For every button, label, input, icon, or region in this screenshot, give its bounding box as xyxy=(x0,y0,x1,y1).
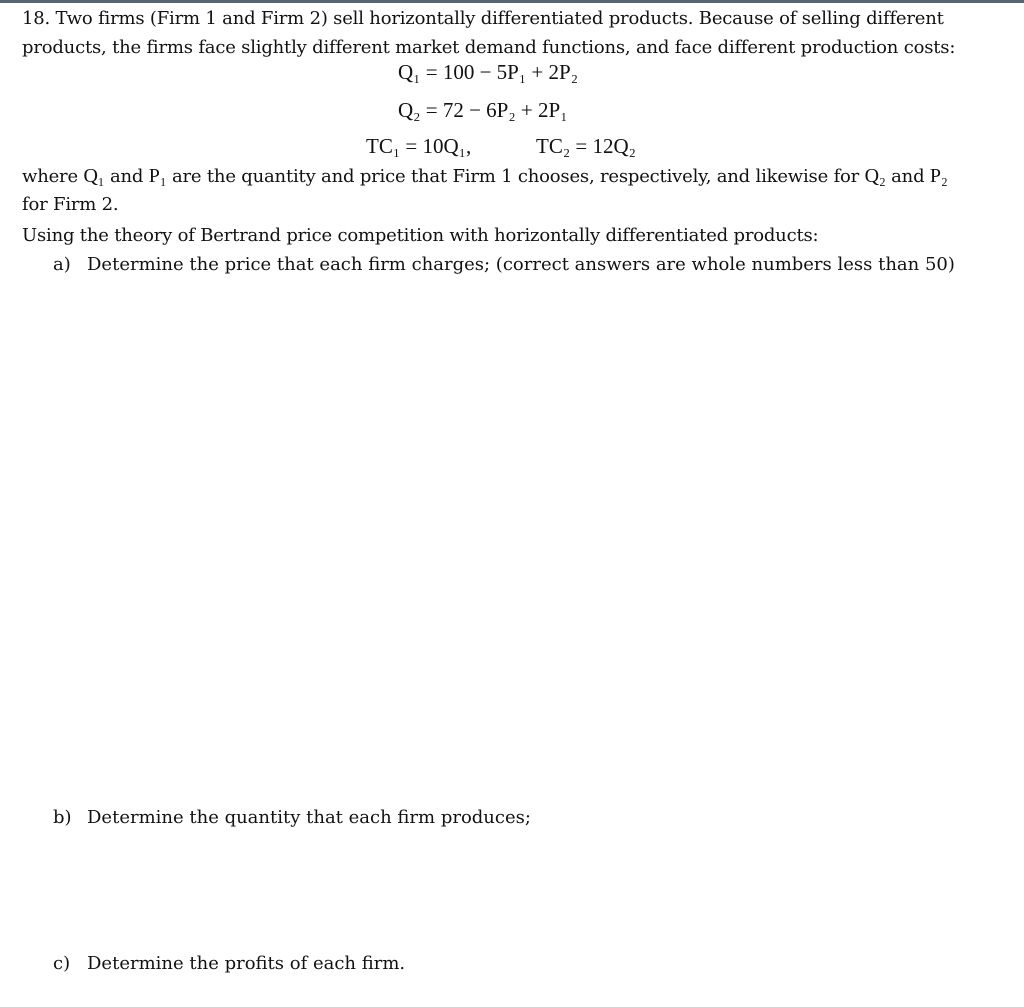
var-p2: P₂ xyxy=(929,165,948,187)
question-line-3 xyxy=(22,165,948,188)
part-label: a) xyxy=(53,254,71,275)
var-q2: Q₂ xyxy=(864,165,886,187)
part-text: Determine the profits of each firm. xyxy=(87,953,406,974)
question-line-2: products, the firms face slightly different market demand functions, and face different production costs: xyxy=(22,37,956,58)
equation-q1: Q₁ = 100 − 5P₁ + 2P₂ xyxy=(398,60,579,84)
var-q1: Q₁ xyxy=(83,165,105,187)
part-text: Determine the price that each firm charges; (correct answers are whole numbers less than 50) xyxy=(87,254,955,275)
part-text: Determine the quantity that each firm produces; xyxy=(87,807,531,828)
text: and xyxy=(885,166,930,187)
equation-tc1: TC₁ = 10Q₁, xyxy=(366,134,472,158)
text: where xyxy=(22,166,84,187)
part-c xyxy=(53,953,405,974)
question-line-5: Using the theory of Bertrand price competition with horizontally differentiated products: xyxy=(22,225,819,246)
text: and xyxy=(104,166,149,187)
question-line-4: for Firm 2. xyxy=(22,194,119,215)
var-p1: P₁ xyxy=(148,165,167,187)
equation-q2: Q₂ = 72 − 6P₂ + 2P₁ xyxy=(398,98,568,122)
part-label: b) xyxy=(53,807,72,828)
part-label: c) xyxy=(53,953,71,974)
equation-tc2: TC₂ = 12Q₂ xyxy=(536,134,636,158)
top-border xyxy=(0,0,1024,3)
question-line-1: 18. Two firms (Firm 1 and Firm 2) sell horizontally differentiated products. Because of selling different xyxy=(22,8,944,29)
part-b xyxy=(53,807,531,828)
text: are the quantity and price that Firm 1 chooses, respectively, and likewise for xyxy=(166,166,865,187)
part-a xyxy=(53,254,955,275)
